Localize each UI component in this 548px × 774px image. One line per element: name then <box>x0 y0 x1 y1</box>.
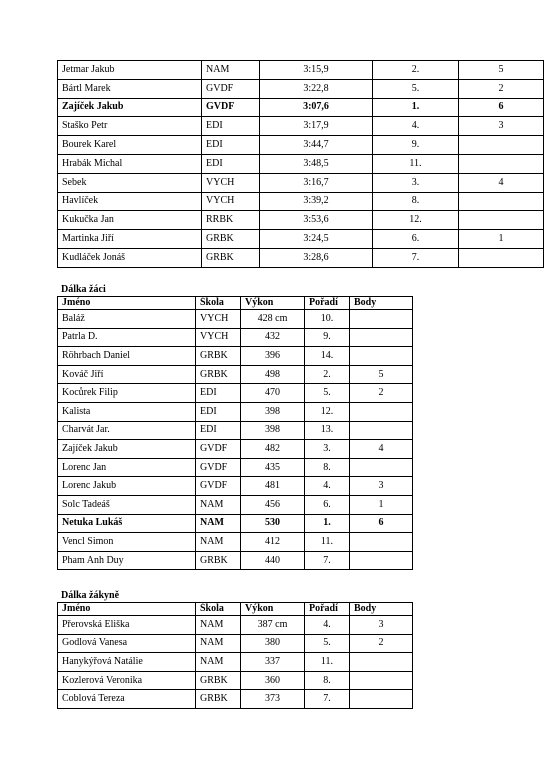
cell-result: 3:24,5 <box>260 230 373 249</box>
cell-points: 5 <box>459 61 544 80</box>
results-table-long-jump-girls <box>57 602 413 709</box>
table-row <box>58 653 413 672</box>
cell-school: GRBK <box>196 671 241 690</box>
results-table-run <box>57 60 544 268</box>
cell-points <box>350 671 413 690</box>
cell-points: 2 <box>459 79 544 98</box>
cell-place: 11. <box>305 533 350 552</box>
cell-points <box>350 402 413 421</box>
cell-place: 6. <box>373 230 459 249</box>
cell-points: 6 <box>459 98 544 117</box>
header-result: Výkon <box>241 603 305 616</box>
cell-school: NAM <box>202 61 260 80</box>
cell-result: 3:16,7 <box>260 173 373 192</box>
cell-points: 2 <box>350 384 413 403</box>
cell-points <box>459 154 544 173</box>
header-points: Body <box>350 603 413 616</box>
table-row <box>58 248 544 267</box>
cell-name: Kováč Jiří <box>58 365 196 384</box>
cell-place: 7. <box>305 551 350 570</box>
cell-result: 373 <box>241 690 305 709</box>
cell-place: 12. <box>373 211 459 230</box>
cell-result: 440 <box>241 551 305 570</box>
cell-place: 1. <box>373 98 459 117</box>
cell-school: NAM <box>196 495 241 514</box>
cell-school: EDI <box>196 384 241 403</box>
table-row <box>58 671 413 690</box>
cell-name: Martinka Jiří <box>58 230 202 249</box>
cell-name: Coblová Tereza <box>58 690 196 709</box>
section-title-long-jump-girls: Dálka žákyně <box>61 590 120 601</box>
cell-place: 6. <box>305 495 350 514</box>
header-school: Škola <box>196 603 241 616</box>
cell-place: 9. <box>373 136 459 155</box>
cell-school: VYCH <box>196 310 241 329</box>
results-table-long-jump-boys-body <box>58 310 413 570</box>
cell-name: Bártl Marek <box>58 79 202 98</box>
cell-name: Pham Anh Duy <box>58 551 196 570</box>
table-row <box>58 440 413 459</box>
cell-place: 4. <box>305 477 350 496</box>
cell-result: 3:28,6 <box>260 248 373 267</box>
cell-school: GVDF <box>202 98 260 117</box>
table-row <box>58 61 544 80</box>
table-row <box>58 402 413 421</box>
table-row <box>58 634 413 653</box>
cell-place: 3. <box>305 440 350 459</box>
table-row <box>58 211 544 230</box>
table-row <box>58 347 413 366</box>
table-row <box>58 616 413 635</box>
cell-place: 14. <box>305 347 350 366</box>
cell-points <box>459 192 544 211</box>
cell-name: Staško Petr <box>58 117 202 136</box>
cell-name: Kudláček Jonáš <box>58 248 202 267</box>
cell-school: EDI <box>202 117 260 136</box>
cell-points <box>459 248 544 267</box>
cell-points <box>350 347 413 366</box>
table-row <box>58 477 413 496</box>
cell-points <box>350 458 413 477</box>
header-name: Jméno <box>58 603 196 616</box>
cell-school: GRBK <box>196 690 241 709</box>
cell-school: NAM <box>196 653 241 672</box>
cell-points: 4 <box>350 440 413 459</box>
cell-result: 470 <box>241 384 305 403</box>
cell-school: GRBK <box>196 365 241 384</box>
cell-school: GVDF <box>202 79 260 98</box>
cell-name: Lorenc Jakub <box>58 477 196 496</box>
header-school: Škola <box>196 297 241 310</box>
cell-name: Zajíček Jakub <box>58 98 202 117</box>
results-table-run-body <box>58 61 544 268</box>
cell-points: 2 <box>350 634 413 653</box>
cell-points <box>350 690 413 709</box>
cell-result: 481 <box>241 477 305 496</box>
cell-school: RRBK <box>202 211 260 230</box>
cell-result: 3:53,6 <box>260 211 373 230</box>
cell-school: NAM <box>196 514 241 533</box>
cell-result: 456 <box>241 495 305 514</box>
table-row <box>58 551 413 570</box>
cell-result: 498 <box>241 365 305 384</box>
cell-place: 9. <box>305 328 350 347</box>
cell-place: 3. <box>373 173 459 192</box>
cell-name: Vencl Simon <box>58 533 196 552</box>
cell-place: 8. <box>305 458 350 477</box>
cell-name: Charvát Jar. <box>58 421 196 440</box>
results-table-long-jump-boys <box>57 296 413 570</box>
cell-points <box>350 310 413 329</box>
table-row <box>58 421 413 440</box>
cell-place: 4. <box>373 117 459 136</box>
cell-place: 11. <box>305 653 350 672</box>
cell-name: Bourek Karel <box>58 136 202 155</box>
cell-result: 482 <box>241 440 305 459</box>
table-row <box>58 328 413 347</box>
table-row <box>58 310 413 329</box>
cell-school: EDI <box>196 421 241 440</box>
table-row <box>58 154 544 173</box>
section-title-long-jump-boys: Dálka žáci <box>61 284 106 295</box>
cell-result: 337 <box>241 653 305 672</box>
cell-points: 4 <box>459 173 544 192</box>
cell-result: 3:22,8 <box>260 79 373 98</box>
table-row <box>58 136 544 155</box>
cell-school: GVDF <box>196 477 241 496</box>
cell-result: 428 cm <box>241 310 305 329</box>
table-row <box>58 458 413 477</box>
header-name: Jméno <box>58 297 196 310</box>
cell-name: Hrabák Michal <box>58 154 202 173</box>
cell-school: GRBK <box>202 230 260 249</box>
table-row <box>58 192 544 211</box>
cell-name: Kukučka Jan <box>58 211 202 230</box>
cell-points <box>459 136 544 155</box>
cell-school: VYCH <box>196 328 241 347</box>
header-place: Pořadí <box>305 297 350 310</box>
cell-place: 12. <box>305 402 350 421</box>
table-row <box>58 98 544 117</box>
cell-place: 5. <box>305 634 350 653</box>
cell-points: 3 <box>350 477 413 496</box>
cell-place: 5. <box>373 79 459 98</box>
header-result: Výkon <box>241 297 305 310</box>
cell-school: GRBK <box>196 347 241 366</box>
cell-school: GVDF <box>196 458 241 477</box>
cell-points: 6 <box>350 514 413 533</box>
cell-school: EDI <box>202 136 260 155</box>
cell-points: 5 <box>350 365 413 384</box>
cell-result: 387 cm <box>241 616 305 635</box>
cell-school: NAM <box>196 634 241 653</box>
table-row <box>58 384 413 403</box>
cell-place: 2. <box>305 365 350 384</box>
cell-place: 5. <box>305 384 350 403</box>
cell-points <box>350 533 413 552</box>
cell-name: Hanykýřová Natálie <box>58 653 196 672</box>
cell-result: 435 <box>241 458 305 477</box>
cell-school: NAM <box>196 616 241 635</box>
table-row <box>58 495 413 514</box>
cell-points <box>350 551 413 570</box>
cell-name: Zajíček Jakub <box>58 440 196 459</box>
cell-points <box>459 211 544 230</box>
cell-school: EDI <box>196 402 241 421</box>
cell-name: Baláž <box>58 310 196 329</box>
cell-name: Lorenc Jan <box>58 458 196 477</box>
cell-place: 4. <box>305 616 350 635</box>
cell-school: GRBK <box>202 248 260 267</box>
cell-result: 432 <box>241 328 305 347</box>
cell-place: 8. <box>305 671 350 690</box>
cell-name: Kozlerová Veronika <box>58 671 196 690</box>
results-table-long-jump-girls-body <box>58 616 413 709</box>
cell-points: 1 <box>350 495 413 514</box>
cell-name: Röhrbach Daniel <box>58 347 196 366</box>
table-row <box>58 79 544 98</box>
cell-name: Sebek <box>58 173 202 192</box>
cell-result: 3:39,2 <box>260 192 373 211</box>
cell-school: NAM <box>196 533 241 552</box>
cell-place: 8. <box>373 192 459 211</box>
cell-points <box>350 653 413 672</box>
cell-place: 10. <box>305 310 350 329</box>
cell-result: 3:15,9 <box>260 61 373 80</box>
cell-result: 380 <box>241 634 305 653</box>
cell-name: Kocůrek Filip <box>58 384 196 403</box>
cell-points: 3 <box>459 117 544 136</box>
cell-name: Havlíček <box>58 192 202 211</box>
cell-result: 3:07,6 <box>260 98 373 117</box>
table-row <box>58 690 413 709</box>
cell-name: Solc Tadeáš <box>58 495 196 514</box>
table-header-row <box>58 297 413 310</box>
table-row <box>58 173 544 192</box>
header-points: Body <box>350 297 413 310</box>
cell-name: Přerovská Eliška <box>58 616 196 635</box>
table-row <box>58 230 544 249</box>
cell-name: Godlová Vanesa <box>58 634 196 653</box>
cell-school: GRBK <box>196 551 241 570</box>
cell-result: 398 <box>241 402 305 421</box>
cell-place: 1. <box>305 514 350 533</box>
table-row <box>58 533 413 552</box>
cell-place: 13. <box>305 421 350 440</box>
table-row <box>58 514 413 533</box>
cell-place: 2. <box>373 61 459 80</box>
cell-name: Patrla D. <box>58 328 196 347</box>
cell-result: 3:48,5 <box>260 154 373 173</box>
cell-points <box>350 328 413 347</box>
cell-name: Jetmar Jakub <box>58 61 202 80</box>
cell-result: 396 <box>241 347 305 366</box>
cell-result: 360 <box>241 671 305 690</box>
cell-place: 7. <box>373 248 459 267</box>
cell-school: VYCH <box>202 173 260 192</box>
cell-place: 7. <box>305 690 350 709</box>
cell-points <box>350 421 413 440</box>
cell-result: 3:44,7 <box>260 136 373 155</box>
cell-school: VYCH <box>202 192 260 211</box>
cell-result: 412 <box>241 533 305 552</box>
table-header-row <box>58 603 413 616</box>
cell-points: 3 <box>350 616 413 635</box>
cell-place: 11. <box>373 154 459 173</box>
cell-points: 1 <box>459 230 544 249</box>
table-row <box>58 117 544 136</box>
cell-name: Kalista <box>58 402 196 421</box>
table-row <box>58 365 413 384</box>
cell-result: 530 <box>241 514 305 533</box>
cell-result: 3:17,9 <box>260 117 373 136</box>
cell-school: GVDF <box>196 440 241 459</box>
cell-school: EDI <box>202 154 260 173</box>
header-place: Pořadí <box>305 603 350 616</box>
cell-result: 398 <box>241 421 305 440</box>
cell-name: Netuka Lukáš <box>58 514 196 533</box>
